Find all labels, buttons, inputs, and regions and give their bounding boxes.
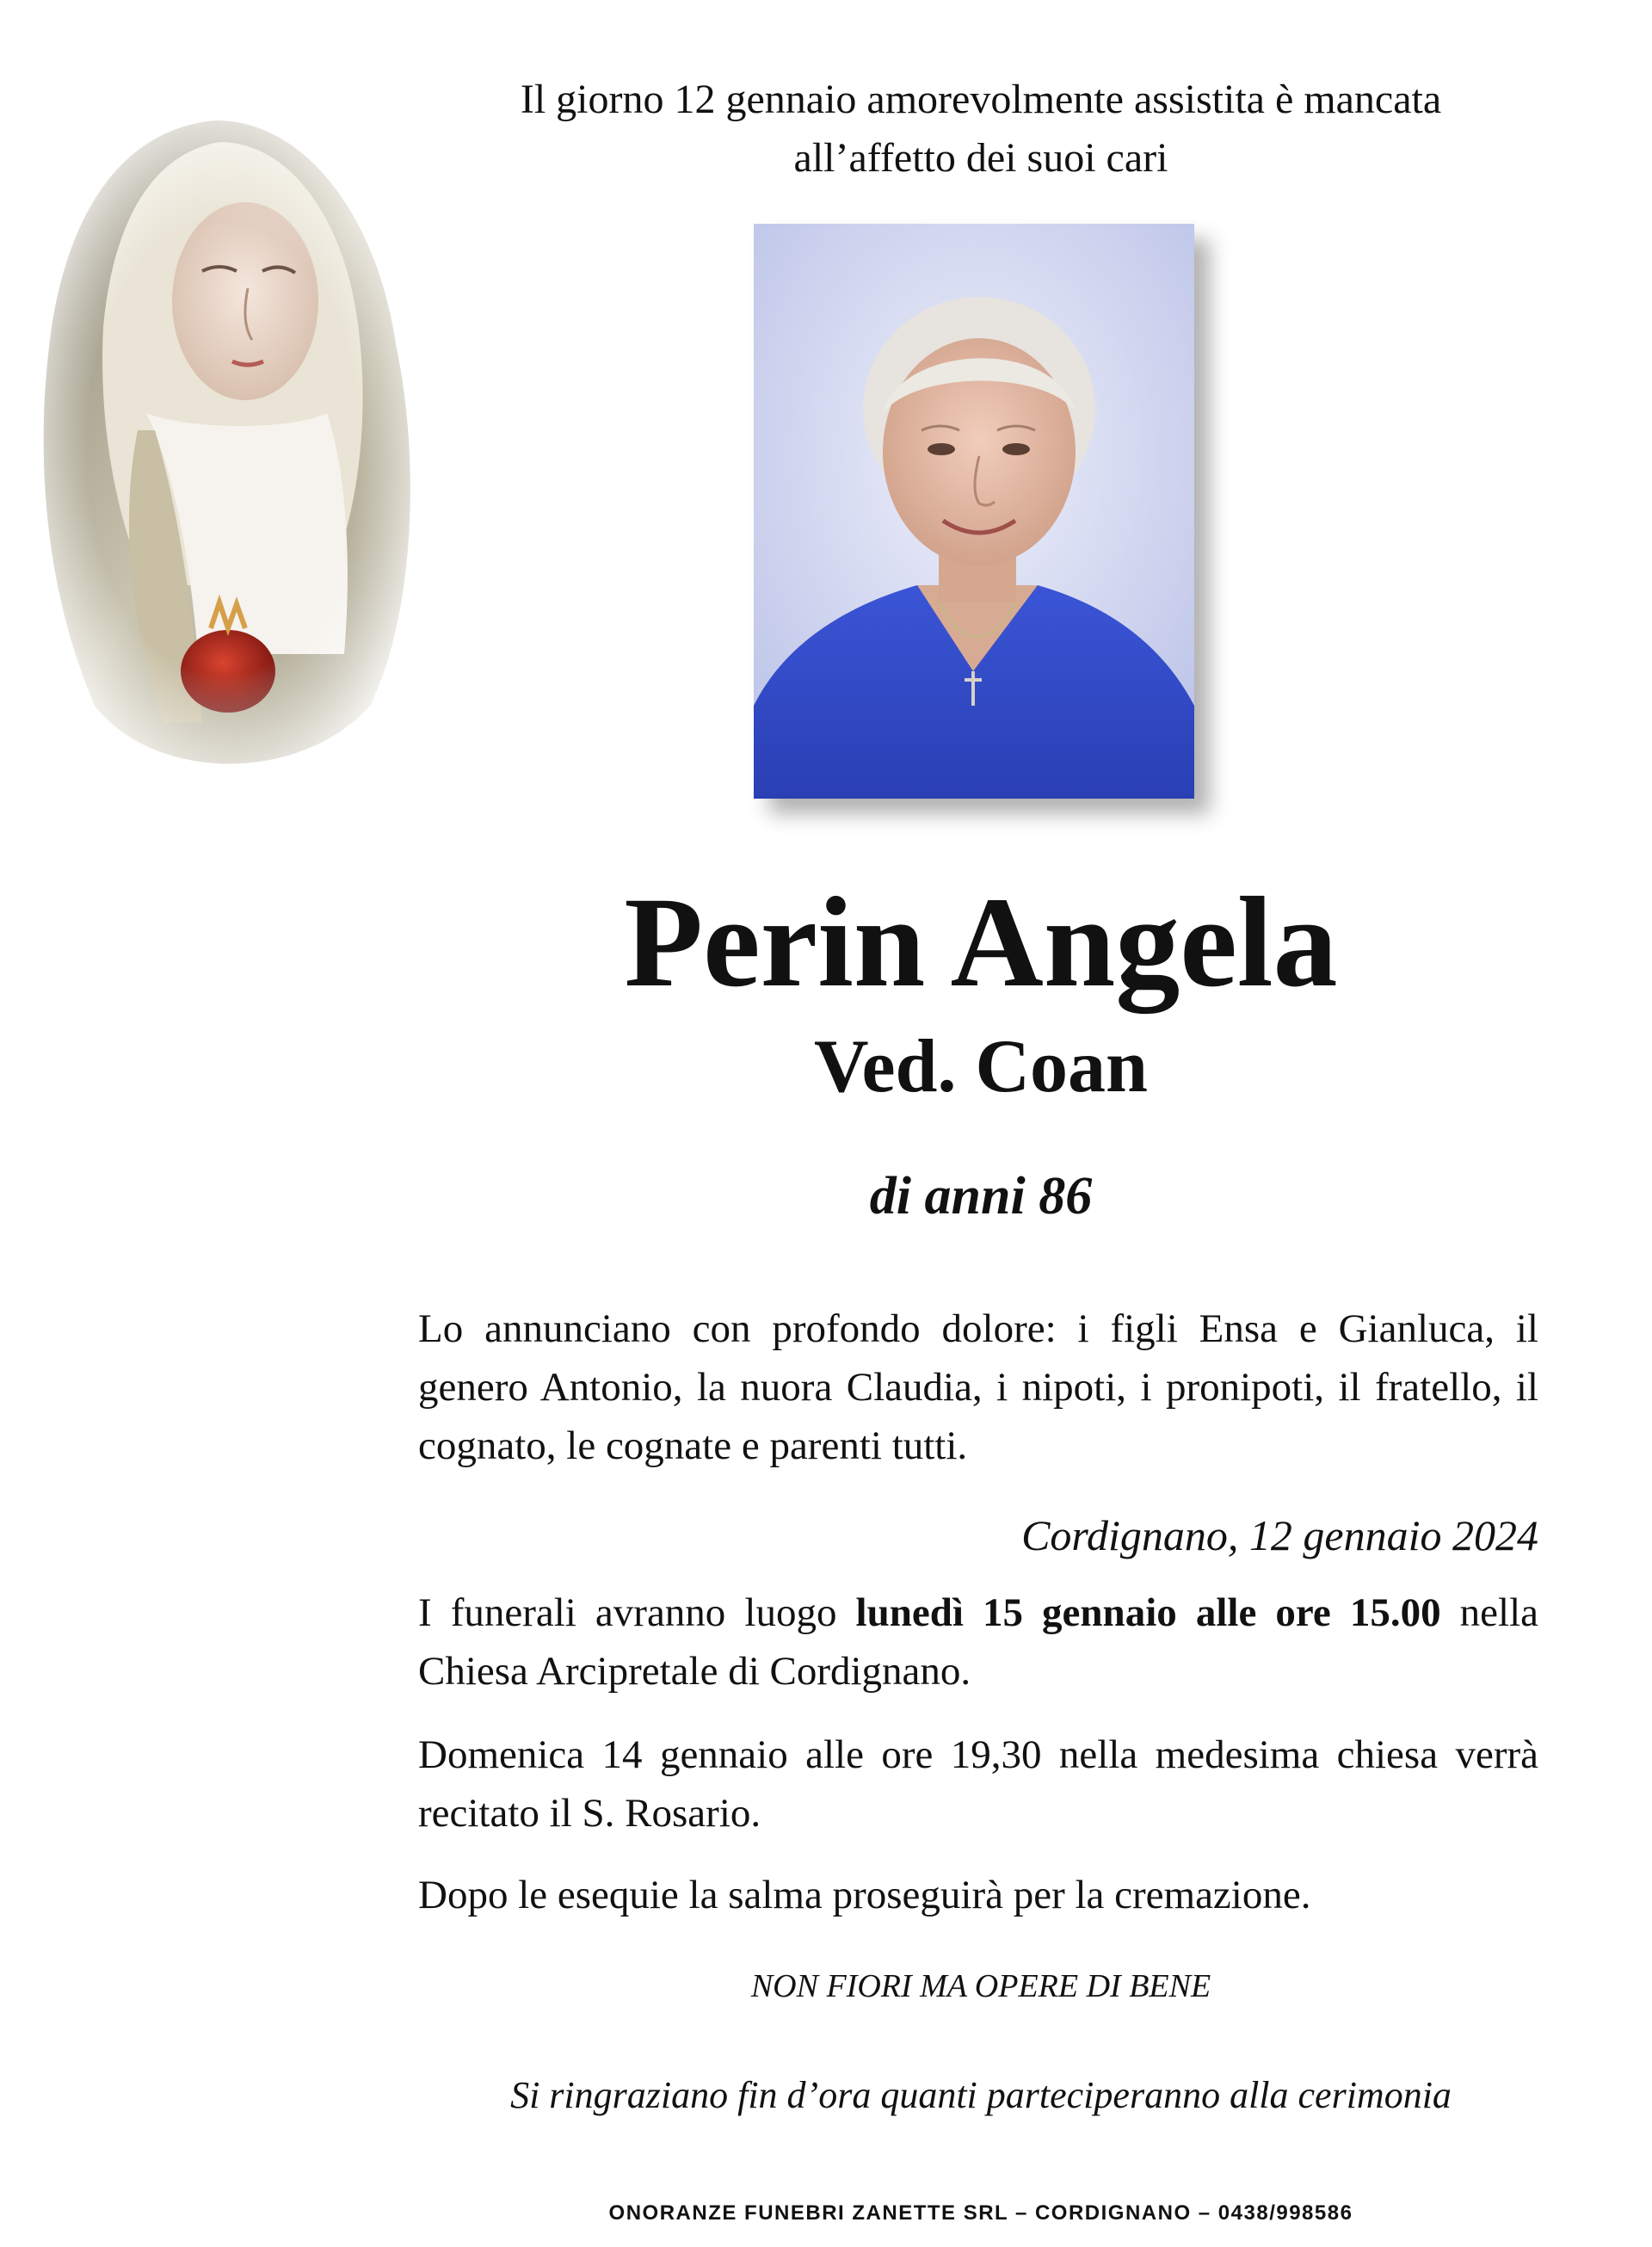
funeral-paragraph bbox=[418, 1583, 1538, 1701]
announcement-paragraph: Lo annunciano con profondo dolore: i figli Ensa e Gianluca, il genero Antonio, la nuora Claudia, i nipoti, i pronipoti, il fratello, il cognato, le cognate e parenti tutti. bbox=[418, 1306, 1538, 1468]
funeral-text-before: I funerali avranno luogo bbox=[418, 1590, 856, 1635]
deceased-name: Perin Angela bbox=[624, 871, 1338, 1014]
widow-of: Ved. Coan bbox=[814, 1025, 1148, 1108]
rosary-paragraph: Domenica 14 gennaio alle ore 19,30 nella medesima chiesa verrà recitato il S. Rosario. bbox=[418, 1732, 1538, 1836]
madonna-image bbox=[17, 103, 430, 792]
cremation-paragraph: Dopo le esequie la salma proseguirà per la cremazione. bbox=[418, 1873, 1311, 1917]
intro-line-2: all’affetto dei suoi cari bbox=[793, 135, 1168, 181]
no-flowers-note: NON FIORI MA OPERE DI BENE bbox=[750, 1968, 1211, 2004]
funeral-text-after: nella Chiesa Arcipretale di Cordignano. bbox=[418, 1590, 1538, 1694]
intro-line-1: Il giorno 12 gennaio amorevolmente assistita è mancata bbox=[520, 77, 1442, 122]
portrait-photo bbox=[754, 224, 1194, 799]
funeral-date-time: lunedì 15 gennaio alle ore 15.00 bbox=[855, 1590, 1441, 1635]
place-date: Cordignano, 12 gennaio 2024 bbox=[1021, 1511, 1538, 1559]
intro-text bbox=[379, 71, 1583, 188]
funeral-home-footer: ONORANZE FUNEBRI ZANETTE SRL – CORDIGNANO – 0438/998586 bbox=[608, 2201, 1353, 2225]
age-text: di anni 86 bbox=[869, 1167, 1093, 1225]
thanks-note: Si ringraziano fin d’ora quanti parteciperanno alla cerimonia bbox=[510, 2074, 1452, 2116]
